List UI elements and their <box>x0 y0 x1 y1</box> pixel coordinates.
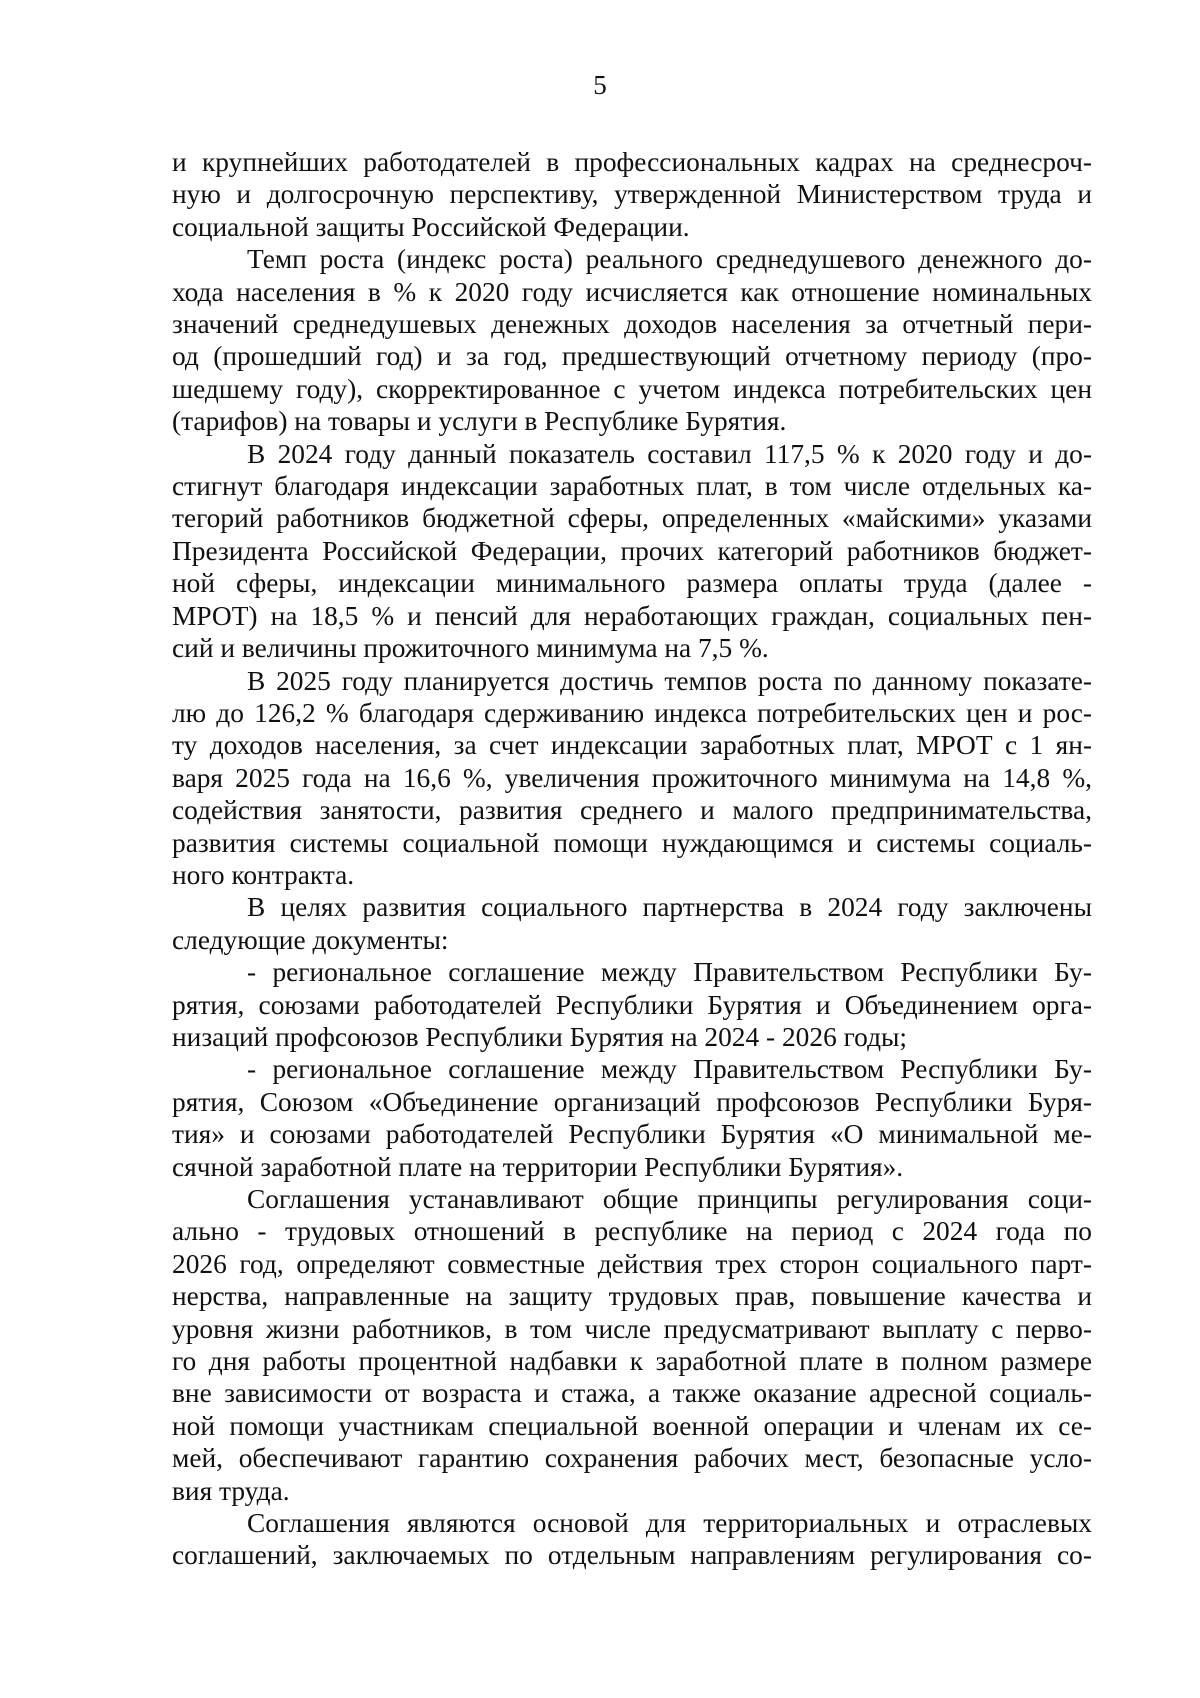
paragraph-agreement-2 <box>172 1053 1092 1183</box>
text-line: вне зависимости от возраста и стажа, а также оказание адресной социаль- <box>172 1378 1092 1409</box>
text-line: сий и величины прожиточного минимума на 7,5 %. <box>172 633 769 664</box>
paragraph-agreements-principles <box>172 1183 1092 1507</box>
page-number: 5 <box>593 70 607 100</box>
text-line: В 2024 году данный показатель составил 117,5 % к 2020 году и до- <box>247 438 1092 469</box>
text-line: В 2025 году планируется достичь темпов роста по данному показате- <box>247 665 1092 696</box>
text-line: Темп роста (индекс роста) реального среднедушевого денежного до- <box>247 244 1092 275</box>
text-line: нерства, направленные на защиту трудовых прав, повышение качества и <box>172 1281 1092 1312</box>
text-line: ту доходов населения, за счет индексации заработных плат, МРОТ с 1 ян- <box>172 730 1092 761</box>
text-line: значений среднедушевых денежных доходов населения за отчетный пери- <box>172 309 1092 340</box>
text-line: тегорий работников бюджетной сферы, определенных «майскими» указами <box>172 503 1092 534</box>
text-line: 2026 год, определяют совместные действия трех сторон социального парт- <box>172 1248 1092 1279</box>
text-line: рятия, Союзом «Объединение организаций профсоюзов Республики Буря- <box>172 1086 1092 1117</box>
text-line: сячной заработной плате на территории Республики Бурятия». <box>172 1151 904 1182</box>
paragraph-social-partnership <box>172 891 1092 956</box>
text-line: шедшему году), скорректированное с учетом индекса потребительских цен <box>172 373 1092 404</box>
paragraph-agreement-1 <box>172 956 1092 1053</box>
text-line: мей, обеспечивают гарантию сохранения рабочих мест, безопасные усло- <box>172 1443 1092 1474</box>
text-line: соглашений, заключаемых по отдельным направлениям регулирования со- <box>172 1540 1092 1571</box>
text-line: тия» и союзами работодателей Республики Бурятия «О минимальной ме- <box>172 1119 1092 1150</box>
text-line: ной сферы, индексации минимального размера оплаты труда (далее - <box>172 568 1092 599</box>
text-line: (тарифов) на товары и услуги в Республике Бурятия. <box>172 406 787 437</box>
text-line: рятия, союзами работодателей Республики Бурятия и Объединением орга- <box>172 989 1092 1020</box>
text-line: лю до 126,2 % благодаря сдерживанию индекса потребительских цен и рос- <box>172 697 1092 728</box>
text-line: низаций профсоюзов Республики Бурятия на 2024 - 2026 годы; <box>172 1021 908 1052</box>
text-line: хода населения в % к 2020 году исчисляется как отношение номинальных <box>172 276 1092 307</box>
text-line: ного контракта. <box>172 859 355 890</box>
text-line: стигнут благодаря индексации заработных плат, в том числе отдельных ка- <box>172 471 1092 502</box>
text-line: В целях развития социального партнерства в 2024 году заключены <box>247 892 1092 923</box>
text-line: варя 2025 года на 16,6 %, увеличения прожиточного минимума на 14,8 %, <box>172 762 1092 793</box>
text-line: - региональное соглашение между Правительством Республики Бу- <box>247 1054 1092 1085</box>
text-line: - региональное соглашение между Правительством Республики Бу- <box>247 957 1092 988</box>
text-line: ально - трудовых отношений в республике на период с 2024 года по <box>172 1216 1092 1247</box>
paragraph-income-growth-definition <box>172 243 1092 437</box>
text-line: и крупнейших работодателей в профессиональных кадрах на среднесроч- <box>172 147 1092 177</box>
text-line: Соглашения являются основой для территориальных и отраслевых <box>247 1508 1092 1539</box>
text-line: социальной защиты Российской Федерации. <box>172 211 690 242</box>
paragraph-agreements-basis <box>172 1507 1092 1572</box>
text-line: ную и долгосрочную перспективу, утвержденной Министерством труда и <box>172 179 1092 210</box>
document-body <box>172 146 1092 1572</box>
text-line: вия труда. <box>172 1475 290 1506</box>
text-line: содействия занятости, развития среднего и малого предпринимательства, <box>172 795 1092 826</box>
text-line: ной помощи участникам специальной военной операции и членам их се- <box>172 1410 1092 1441</box>
text-line: МРОТ) на 18,5 % и пенсий для неработающих граждан, социальных пен- <box>172 600 1092 631</box>
paragraph-continuation <box>172 146 1092 243</box>
text-line: Президента Российской Федерации, прочих категорий работников бюджет- <box>172 535 1092 566</box>
text-line: од (прошедший год) и за год, предшествующий отчетному периоду (про- <box>172 341 1092 372</box>
paragraph-2025-plan <box>172 665 1092 892</box>
text-line: го дня работы процентной надбавки к заработной плате в полном размере <box>172 1346 1092 1377</box>
text-line: Соглашения устанавливают общие принципы регулирования соци- <box>247 1184 1092 1214</box>
text-line: следующие документы: <box>172 924 449 955</box>
text-line: уровня жизни работников, в том числе предусматривают выплату с перво- <box>172 1313 1092 1344</box>
text-line: развития системы социальной помощи нуждающимся и системы социаль- <box>172 827 1092 858</box>
paragraph-2024-result <box>172 438 1092 665</box>
